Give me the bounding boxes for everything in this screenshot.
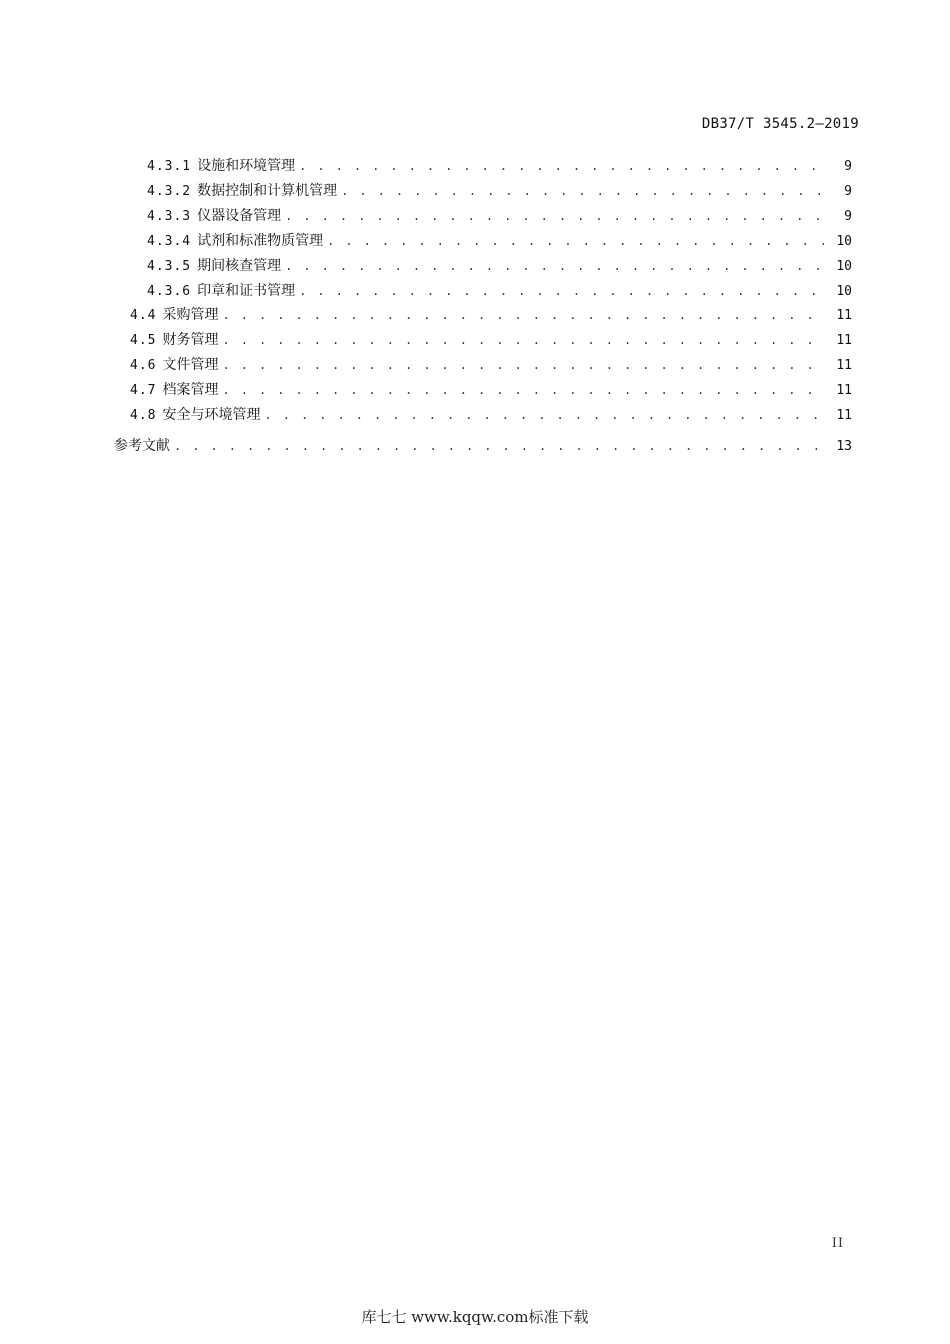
- dot-leader: [299, 281, 824, 301]
- toc-entry-number: 4.3.2: [147, 184, 192, 199]
- toc-entry-number: 4.4: [130, 308, 157, 323]
- dot-leader: [222, 330, 824, 350]
- toc-entry-number: 4.6: [130, 358, 157, 373]
- toc-entry[interactable]: [147, 156, 852, 176]
- toc-entry-page: 11: [836, 408, 852, 423]
- toc-entry-page: 10: [836, 259, 852, 274]
- dot-leader: [285, 206, 824, 226]
- toc-entry-page: 10: [836, 234, 852, 249]
- toc-entry-page: 9: [844, 209, 852, 224]
- toc-entry[interactable]: [147, 256, 852, 276]
- toc-entry-page: 9: [844, 184, 852, 199]
- dot-leader: [341, 181, 824, 201]
- toc-entry-number: 4.3.5: [147, 259, 192, 274]
- toc-entry[interactable]: [147, 281, 852, 301]
- toc-entry-number: 4.3.6: [147, 284, 192, 299]
- toc-entry-title: 参考文献: [114, 438, 170, 454]
- toc-entry-title: 财务管理: [162, 332, 219, 348]
- toc-entry[interactable]: [130, 380, 852, 400]
- toc-entry-references[interactable]: [114, 436, 852, 456]
- toc-entry-number: 4.5: [130, 333, 157, 348]
- toc-entry-page: 11: [836, 383, 852, 398]
- page-number: II: [831, 1236, 844, 1251]
- toc-entry-number: 4.8: [130, 408, 157, 423]
- dot-leader: [222, 355, 824, 375]
- toc-entry-number: 4.3.1: [147, 159, 192, 174]
- toc-entry-number: 4.3.3: [147, 209, 192, 224]
- toc-entry-page: 9: [844, 159, 852, 174]
- toc-entry-number: 4.7: [130, 383, 157, 398]
- toc-entry[interactable]: [130, 305, 852, 325]
- dot-leader: [299, 156, 824, 176]
- dot-leader: [285, 256, 824, 276]
- document-id: DB37/T 3545.2—2019: [701, 116, 859, 132]
- toc-entry-page: 11: [836, 308, 852, 323]
- dot-leader: [222, 380, 824, 400]
- toc-entry-title: 期间核查管理: [197, 258, 282, 274]
- toc-entry[interactable]: [130, 405, 852, 425]
- dot-leader: [327, 231, 824, 251]
- toc-entry-title: 文件管理: [162, 357, 219, 373]
- toc-entry-title: 试剂和标准物质管理: [197, 233, 324, 249]
- dot-leader: [174, 436, 824, 456]
- toc-entry-title: 设施和环境管理: [197, 158, 296, 174]
- footer-watermark: 库七七 www.kqqw.com标准下载: [361, 1308, 589, 1326]
- toc-entry-page: 11: [836, 358, 852, 373]
- toc-entry[interactable]: [130, 355, 852, 375]
- toc-entry-title: 数据控制和计算机管理: [197, 183, 338, 199]
- toc-entry[interactable]: [147, 206, 852, 226]
- toc-entry-title: 印章和证书管理: [197, 283, 296, 299]
- toc-entry-page: 13: [836, 439, 852, 454]
- toc-entry-title: 采购管理: [162, 307, 219, 323]
- toc-entry[interactable]: [130, 330, 852, 350]
- dot-leader: [222, 305, 824, 325]
- toc-entry-title: 仪器设备管理: [197, 208, 282, 224]
- toc-entry-number: 4.3.4: [147, 234, 192, 249]
- toc-entry-title: 档案管理: [162, 382, 219, 398]
- toc-entry[interactable]: [147, 231, 852, 251]
- toc-entry-page: 10: [836, 284, 852, 299]
- toc-entry-page: 11: [836, 333, 852, 348]
- toc-entry-title: 安全与环境管理: [162, 407, 261, 423]
- toc-entry[interactable]: [147, 181, 852, 201]
- dot-leader: [264, 405, 824, 425]
